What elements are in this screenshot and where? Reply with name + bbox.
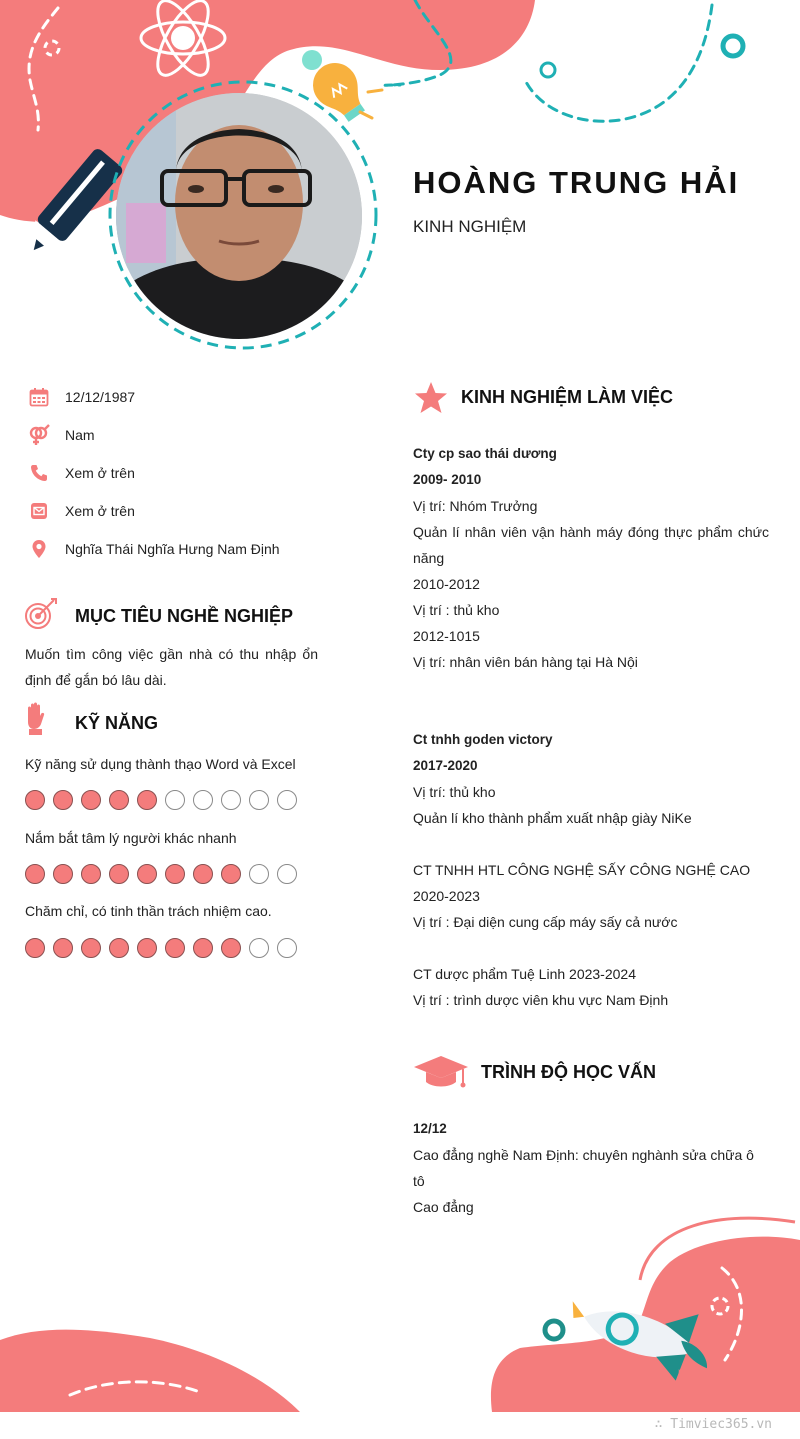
rating-dot — [165, 864, 185, 884]
contact-birthday-text: 12/12/1987 — [65, 389, 136, 405]
location-pin-icon — [28, 538, 50, 560]
job-detail: Vị trí: Nhóm Trưởng — [413, 498, 538, 514]
experience-block-2 — [413, 727, 769, 1013]
star-icon — [413, 380, 449, 416]
job-detail: Vị trí : Đại diện cung cấp máy sấy cả nước — [413, 914, 678, 930]
job-detail: Quản lí nhân viên vận hành máy đóng thực phẩm chức năng — [413, 524, 769, 566]
rating-dot — [53, 864, 73, 884]
rating-dot — [109, 864, 129, 884]
rating-dot — [109, 790, 129, 810]
rating-dot — [25, 790, 45, 810]
education-detail: Cao đẳng nghề Nam Định: chuyên nghành sửa chữa ô tô — [413, 1147, 754, 1189]
job-detail: 2010-2012 — [413, 576, 480, 592]
contact-birthday — [28, 385, 135, 409]
rating-dot — [137, 864, 157, 884]
rating-dot — [277, 938, 297, 958]
phone-icon — [28, 462, 50, 484]
skill-2-label: Nắm bắt tâm lý người khác nhanh — [25, 830, 237, 846]
job-detail: CT TNHH HTL CÔNG NGHỆ SẤY CÔNG NGHỆ CAO 2020-2023 — [413, 862, 751, 904]
education-block — [413, 1116, 769, 1220]
contact-email — [28, 499, 135, 523]
profile-photo — [116, 93, 362, 339]
rating-dot — [221, 790, 241, 810]
contact-address-text: Nghĩa Thái Nghĩa Hưng Nam Định — [65, 541, 280, 557]
rating-dot — [137, 938, 157, 958]
job-detail: Vị trí : trình dược viên khu vực Nam Định — [413, 992, 669, 1008]
job-detail: Vị trí: thủ kho — [413, 784, 496, 800]
rating-dot — [53, 938, 73, 958]
rating-dot — [277, 790, 297, 810]
company-name: Ct tnhh goden victory — [413, 732, 553, 747]
rating-dot — [249, 938, 269, 958]
skill-1-label: Kỹ năng sử dụng thành thạo Word và Excel — [25, 756, 296, 772]
email-icon — [28, 500, 50, 522]
skill-3-rating — [25, 938, 297, 958]
skill-3-label: Chăm chỉ, có tinh thần trách nhiệm cao. — [25, 903, 272, 919]
job-detail: Vị trí: nhân viên bán hàng tại Hà Nội — [413, 654, 638, 670]
job-detail: Quản lí kho thành phẩm xuất nhập giày NiKe — [413, 810, 692, 826]
objective-title: MỤC TIÊU NGHỀ NGHIỆP — [75, 606, 294, 626]
job-detail-spacer — [413, 831, 769, 857]
footer-brand: Timviec365.vn — [670, 1417, 772, 1432]
rating-dot — [81, 938, 101, 958]
contact-gender — [28, 423, 95, 447]
rating-dot — [277, 864, 297, 884]
rating-dot — [193, 790, 213, 810]
skill-1-rating — [25, 790, 297, 810]
education-title: TRÌNH ĐỘ HỌC VẤN — [481, 1062, 656, 1082]
footer-watermark — [655, 1417, 772, 1432]
education-detail: Cao đẳng — [413, 1199, 474, 1215]
target-icon — [24, 597, 58, 631]
education-period: 12/12 — [413, 1121, 447, 1136]
candidate-name: HOÀNG TRUNG HẢI — [413, 165, 740, 200]
work-period: 2017-2020 — [413, 758, 478, 773]
rating-dot — [249, 864, 269, 884]
rating-dot — [193, 864, 213, 884]
candidate-subtitle: KINH NGHIỆM — [413, 217, 527, 236]
company-name: Cty cp sao thái dương — [413, 446, 557, 461]
contact-phone — [28, 461, 135, 485]
rating-dot — [81, 790, 101, 810]
graduation-cap-icon — [413, 1054, 469, 1090]
job-detail: Vị trí : thủ kho — [413, 602, 500, 618]
avatar — [116, 93, 362, 339]
hand-icon — [24, 702, 48, 736]
gender-icon — [28, 424, 50, 446]
skill-2-rating — [25, 864, 297, 884]
rating-dot — [221, 938, 241, 958]
contact-gender-text: Nam — [65, 427, 95, 443]
experience-block-1 — [413, 441, 769, 675]
work-period: 2009- 2010 — [413, 472, 482, 487]
experience-title: KINH NGHIỆM LÀM VIỆC — [461, 387, 674, 407]
rating-dot — [81, 864, 101, 884]
job-detail-spacer — [413, 935, 769, 961]
rating-dot — [165, 790, 185, 810]
contact-email-text: Xem ở trên — [65, 503, 135, 519]
watermark-icon: ∴ — [654, 1417, 671, 1432]
job-detail: 2012-1015 — [413, 628, 480, 644]
rating-dot — [193, 938, 213, 958]
rating-dot — [137, 790, 157, 810]
calendar-icon — [28, 386, 50, 408]
rating-dot — [249, 790, 269, 810]
rating-dot — [109, 938, 129, 958]
rating-dot — [165, 938, 185, 958]
rating-dot — [25, 864, 45, 884]
job-detail: CT dược phẩm Tuệ Linh 2023-2024 — [413, 966, 636, 982]
contact-phone-text: Xem ở trên — [65, 465, 135, 481]
rating-dot — [25, 938, 45, 958]
rating-dot — [221, 864, 241, 884]
rating-dot — [53, 790, 73, 810]
skills-title: KỸ NĂNG — [75, 713, 159, 733]
objective-text: Muốn tìm công việc gần nhà có thu nhập ổn định để gắn bó lâu dài. — [25, 646, 318, 688]
contact-address — [28, 537, 280, 561]
